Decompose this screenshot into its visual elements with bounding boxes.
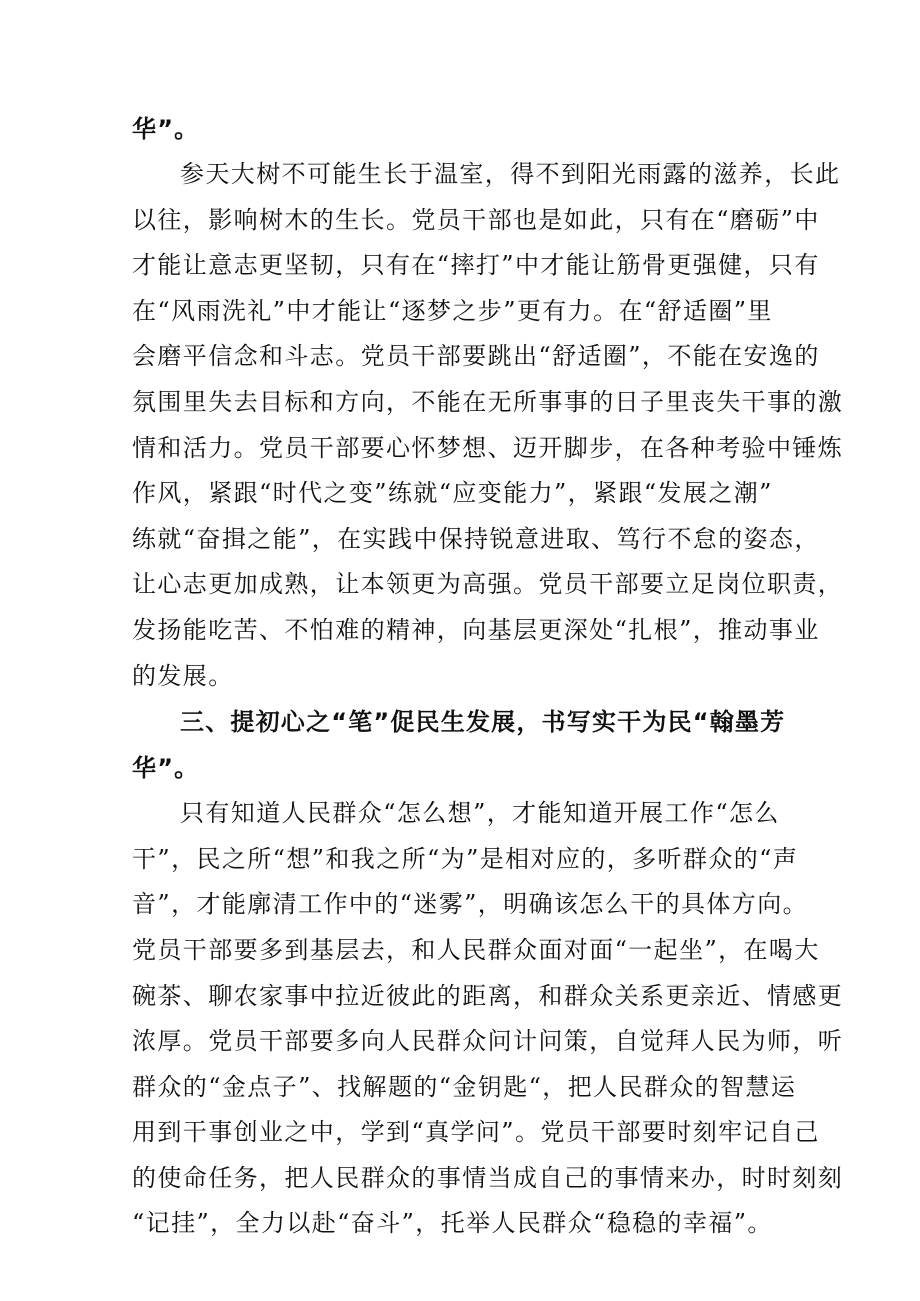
paragraph-line: 碗茶、聊农家事中拉近彼此的距离，和群众关系更亲近、情感更 (132, 981, 844, 1010)
paragraph-line: 用到干事创业之中，学到“真学问”。党员干部要时刻牢记自己 (132, 1118, 820, 1147)
paragraph-line: 情和活力。党员干部要心怀梦想、迈开脚步，在各种考验中锤炼 (132, 433, 844, 462)
paragraph-comfort-zone (132, 152, 844, 699)
paragraph-line: 让心志更加成熟，让本领更为高强。党员干部要立足岗位职责， (132, 570, 844, 599)
paragraph-line: 参天大树不可能生长于温室，得不到阳光雨露的滋养，长此 (180, 160, 841, 188)
paragraph-line: “记挂”，全力以赴“奋斗”，托举人民群众“稳稳的幸福”。 (132, 1209, 773, 1238)
document-body (132, 106, 844, 1247)
heading-line: 华”。 (132, 754, 200, 783)
paragraph-line: 练就“奋揖之能”，在实践中保持锐意进取、笃行不怠的姿态， (132, 524, 820, 553)
paragraph-line: 作风，紧跟“时代之变”练就“应变能力”，紧跟“发展之潮” (132, 479, 773, 508)
paragraph-line: 浓厚。党员干部要多向人民群众问计问策，自觉拜人民为师，听 (132, 1027, 844, 1056)
paragraph-line: 干”，民之所“想”和我之所“为”是相对应的，多听群众的“声 (132, 844, 799, 873)
paragraph-line: 只有知道人民群众“怎么想”，才能知道开展工作“怎么 (180, 799, 780, 828)
paragraph-line: 音”，才能廓清工作中的“迷雾”，明确该怎么干的具体方向。 (132, 890, 809, 919)
paragraph-line: 以往，影响树木的生长。党员干部也是如此，只有在“磨砺”中 (132, 205, 820, 234)
paragraph-line: 党员干部要多到基层去，和人民群众面对面“一起坐”，在喝大 (132, 935, 820, 964)
paragraph-line: 氛围里失去目标和方向，不能在无所事事的日子里丧失干事的激 (132, 387, 844, 416)
paragraph-people-livelihood (132, 791, 844, 1247)
section-heading-3 (132, 699, 794, 791)
section-heading-continued: 华”。 (132, 115, 200, 143)
paragraph-line: 群众的“金点子”、找解题的“金钥匙“，把人民群众的智慧运 (132, 1072, 797, 1101)
heading-line: 三、提初心之“笔”促民生发展，书写实干为民“翰墨芳 (180, 708, 786, 737)
paragraph-line: 发扬能吃苦、不怕难的精神，向基层更深处“扎根”，推动事业 (132, 615, 820, 644)
paragraph-line: 才能让意志更坚韧，只有在“摔打”中才能让筋骨更强健，只有 (132, 251, 820, 280)
paragraph-line: 会磨平信念和斗志。党员干部要跳出“舒适圈”，不能在安逸的 (132, 342, 820, 371)
paragraph-line: 的使命任务，把人民群众的事情当成自己的事情来办，时时刻刻 (132, 1163, 844, 1192)
paragraph-line: 的发展。 (132, 661, 234, 690)
paragraph-line: 在“风雨洗礼”中才能让“逐梦之步”更有力。在“舒适圈”里 (132, 296, 773, 325)
